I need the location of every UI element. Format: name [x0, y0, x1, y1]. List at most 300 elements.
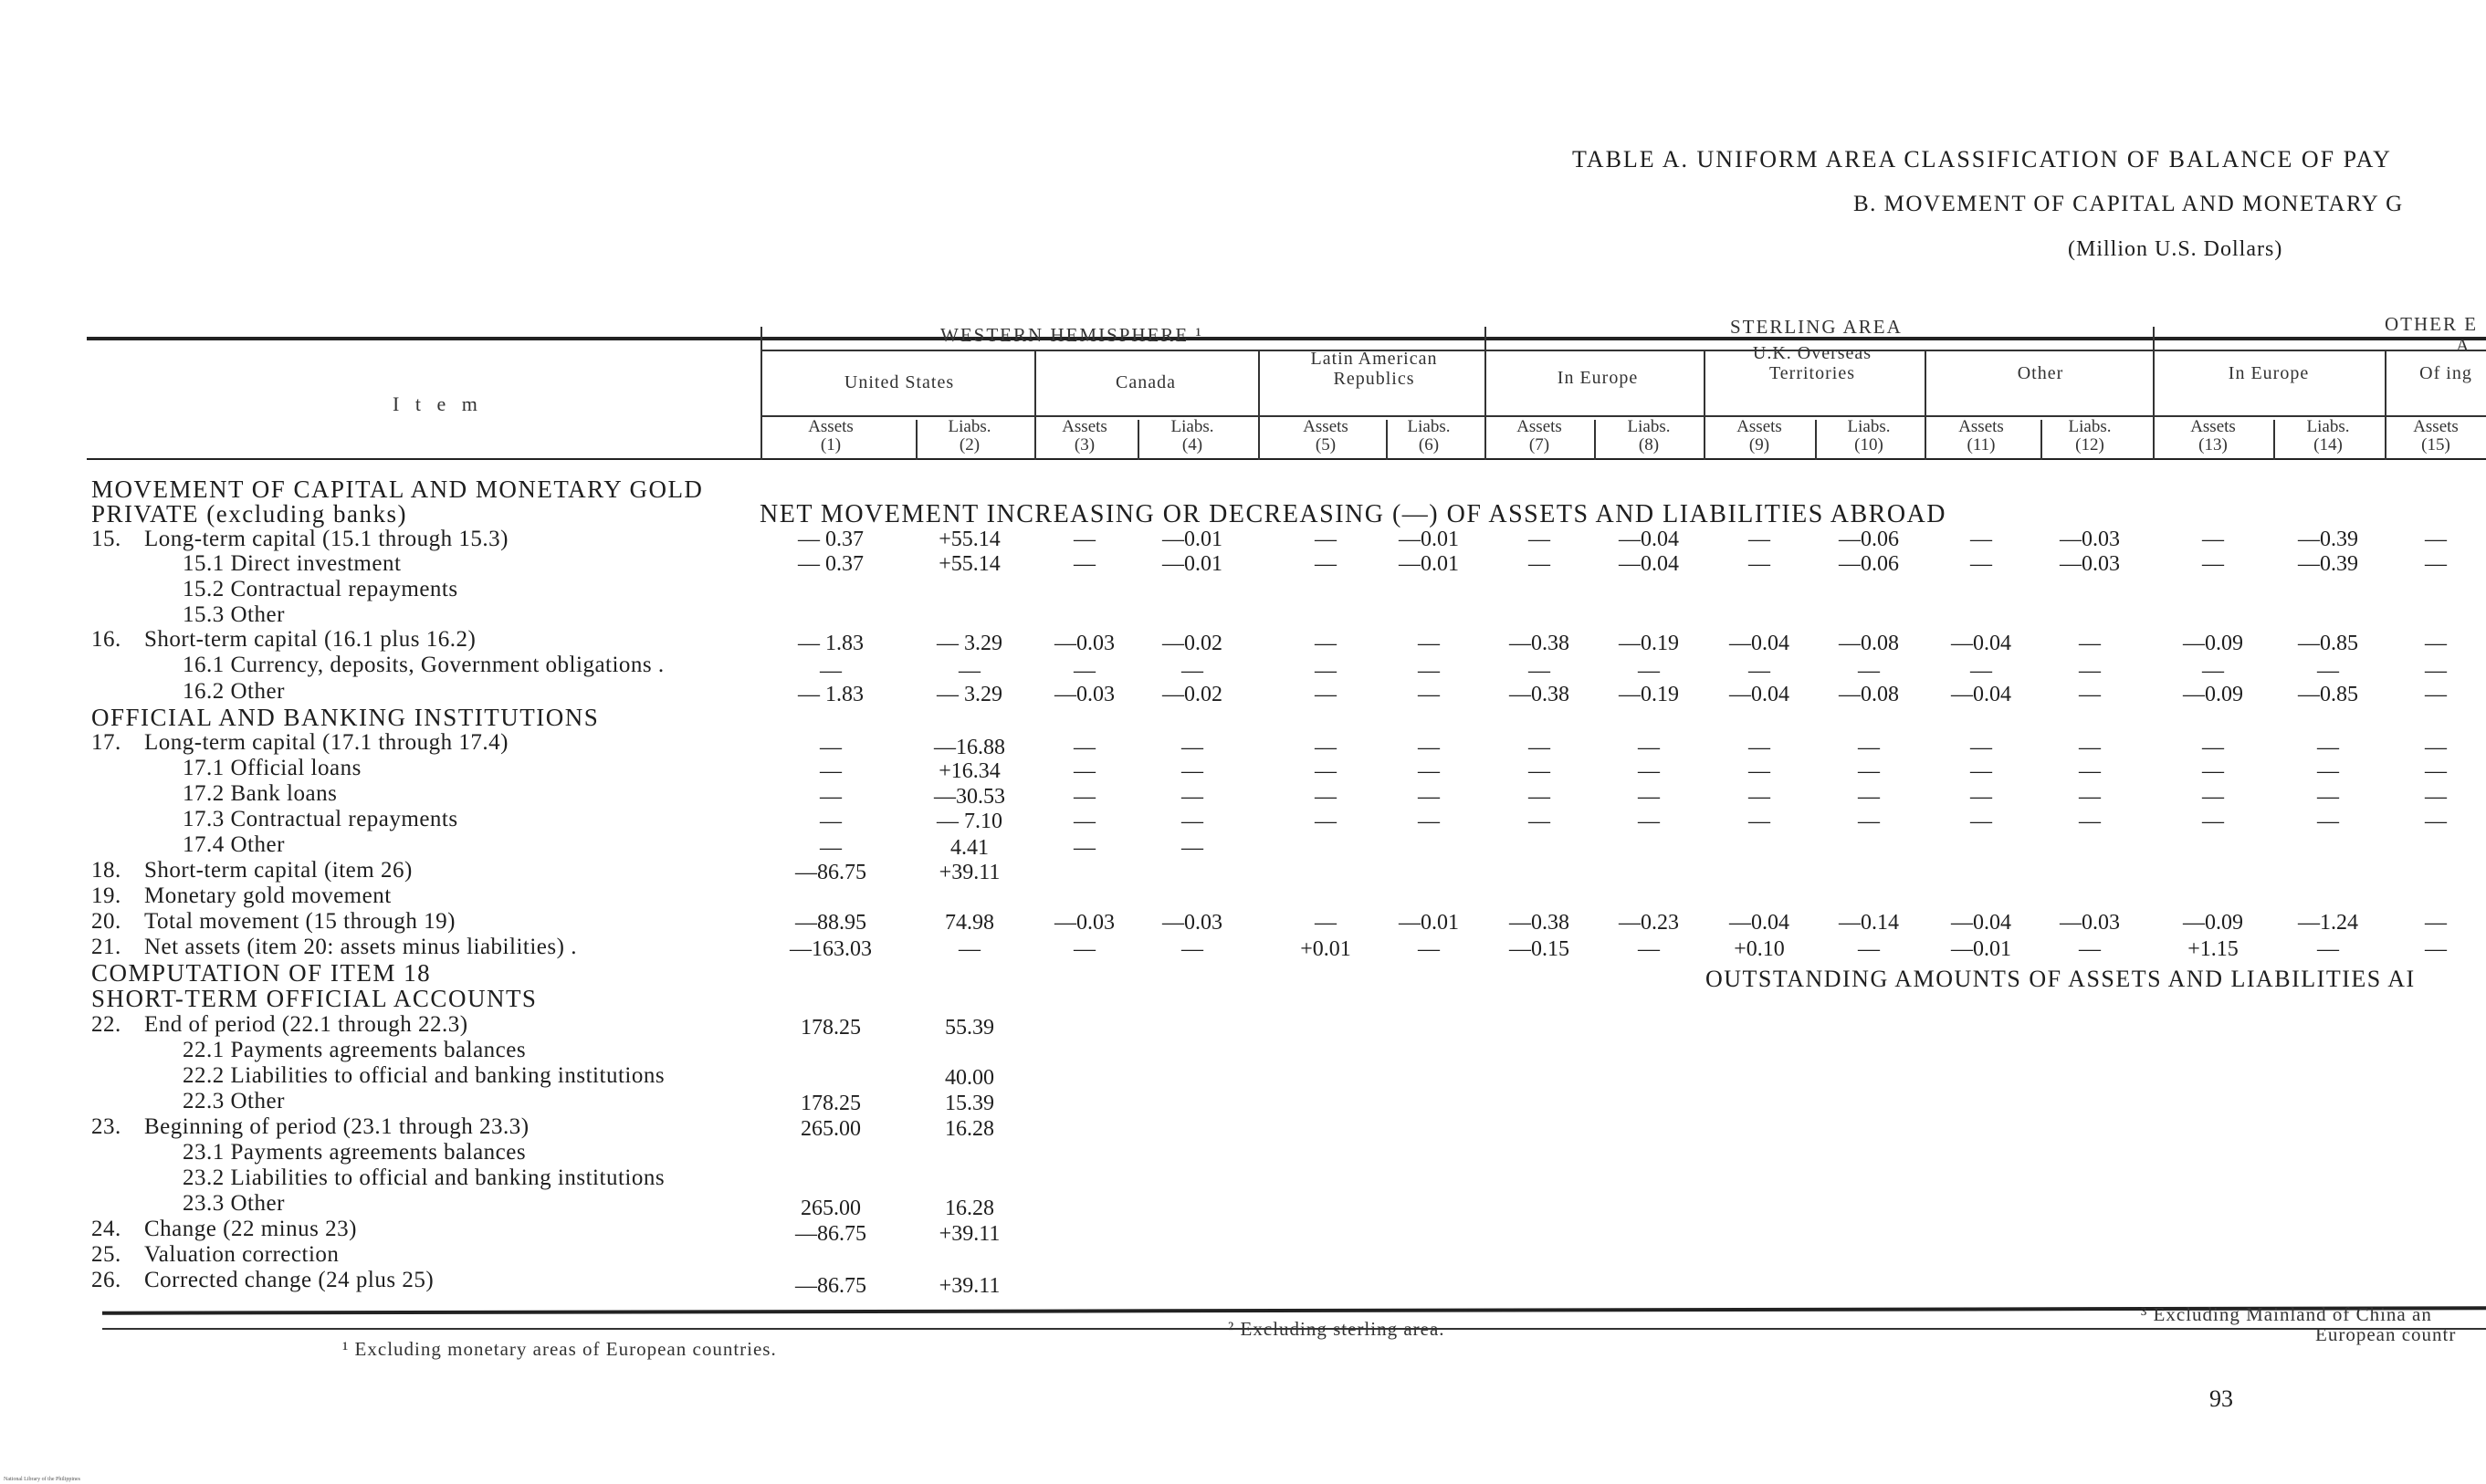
table-cell: —	[1638, 759, 1660, 783]
row-label	[91, 653, 665, 677]
column-header-kind: Assets	[2413, 417, 2459, 436]
column-header-number: (1)	[820, 435, 842, 455]
column-header-number: (6)	[1418, 435, 1440, 455]
column-header-kind: Assets	[1736, 417, 1782, 436]
table-cell: —	[1970, 528, 1992, 551]
header-uk-overseas-territories: U.K. Overseas Territories	[1752, 343, 1872, 383]
table-cell: —0.02	[1162, 683, 1222, 706]
table-cell: —	[1638, 937, 1660, 961]
table-cell: —	[1315, 528, 1337, 551]
vline	[916, 420, 918, 460]
table-cell: — 1.83	[798, 683, 864, 706]
row-label: PRIVATE (excluding banks)	[91, 500, 407, 528]
table-cell: —	[1418, 937, 1440, 961]
table-cell: —	[1418, 785, 1440, 809]
vline	[1034, 350, 1036, 460]
table-cell: — 7.10	[937, 810, 1002, 833]
table-cell: —	[2079, 683, 2101, 706]
row-number: 20.	[91, 909, 121, 934]
row-number: 15.	[91, 527, 121, 551]
vline	[760, 327, 762, 460]
table-cell: —0.38	[1509, 911, 1569, 935]
row-text: 22.1 Payments agreements balances	[183, 1038, 527, 1062]
table-cell: —	[1528, 736, 1550, 759]
row-label: MOVEMENT OF CAPITAL AND MONETARY GOLD	[91, 476, 704, 503]
column-header-10	[1823, 418, 1914, 455]
row-number: 19.	[91, 883, 121, 908]
table-cell: —0.01	[1162, 528, 1222, 551]
table-cell: —	[2425, 552, 2447, 576]
table-cell: —0.39	[2298, 528, 2358, 551]
table-cell: —	[2202, 810, 2224, 833]
row-label	[91, 603, 285, 627]
table-cell: —	[1074, 528, 1096, 551]
table-cell: 16.28	[945, 1117, 994, 1141]
table-cell: —	[2079, 810, 2101, 833]
table-cell: —	[2079, 937, 2101, 961]
table-cell: —	[1315, 736, 1337, 759]
row-number: 21.	[91, 935, 121, 959]
table-cell: —0.04	[1951, 911, 2011, 935]
table-cell: —0.01	[1162, 552, 1222, 576]
table-cell: —	[1748, 785, 1770, 809]
table-cell: —	[2079, 632, 2101, 655]
table-cell: —	[2317, 736, 2339, 759]
table-cell: —86.75	[795, 1222, 866, 1246]
column-header-7	[1494, 418, 1585, 455]
table-cell: —	[1528, 528, 1550, 551]
header-latin-american-republics: Latin American Republics	[1310, 349, 1438, 389]
row-text: 15.2 Contractual repayments	[183, 577, 458, 601]
row-label: SHORT-TERM OFFICIAL ACCOUNTS	[91, 985, 538, 1012]
group-sterling-area: STERLING AREA	[1730, 316, 1903, 338]
header-bottom-rule	[87, 458, 2486, 460]
row-label: OFFICIAL AND BANKING INSTITUTIONS	[91, 704, 600, 731]
table-cell: —	[1315, 810, 1337, 833]
table-cell: — 0.37	[798, 528, 864, 551]
header-in-europe-other: In Europe	[2228, 363, 2310, 383]
row-text: Corrected change (24 plus 25)	[144, 1268, 435, 1292]
vline	[2040, 420, 2042, 460]
table-cell: —	[2079, 785, 2101, 809]
table-cell: 265.00	[801, 1117, 861, 1141]
table-cell: —	[1638, 736, 1660, 759]
table-cell: +0.10	[1734, 937, 1785, 961]
table-cell: —88.95	[795, 911, 866, 935]
section-outstanding: OUTSTANDING AMOUNTS OF ASSETS AND LIABILITIES AI	[1705, 966, 2416, 992]
table-cell: —0.01	[1399, 552, 1459, 576]
row-number: 17.	[91, 730, 121, 755]
table-cell: —	[959, 937, 981, 961]
table-cell: —	[820, 659, 842, 683]
table-cell: —	[1748, 736, 1770, 759]
table-cell: —	[2079, 759, 2101, 783]
column-header-kind: Assets	[1958, 417, 2004, 436]
column-header-number: (10)	[1854, 435, 1883, 455]
row-text: 15.1 Direct investment	[183, 551, 402, 576]
table-cell: —0.03	[2060, 552, 2120, 576]
column-header-14	[2282, 418, 2374, 455]
table-subtitle: B. MOVEMENT OF CAPITAL AND MONETARY G	[1853, 192, 2404, 216]
table-cell: —	[1528, 759, 1550, 783]
row-number: 18.	[91, 858, 121, 883]
table-cell: 178.25	[801, 1016, 861, 1040]
table-cell: —	[1748, 659, 1770, 683]
row-text: Long-term capital (17.1 through 17.4)	[144, 730, 509, 755]
table-cell: —	[2202, 659, 2224, 683]
table-cell: —86.75	[795, 861, 866, 884]
table-cell: —	[1418, 659, 1440, 683]
column-header-number: (8)	[1638, 435, 1660, 455]
vline	[1594, 420, 1596, 460]
table-cell: — 3.29	[937, 683, 1002, 706]
table-cell: —0.23	[1619, 911, 1679, 935]
table-cell: —0.19	[1619, 683, 1679, 706]
column-header-kind: Liabs.	[2068, 417, 2112, 436]
row-text: 15.3 Other	[183, 602, 285, 627]
table-cell: —	[820, 810, 842, 833]
table-cell: —	[1748, 810, 1770, 833]
table-cell: —	[1418, 736, 1440, 759]
table-cell: —	[1181, 785, 1203, 809]
table-cell: —	[1418, 759, 1440, 783]
table-cell: —	[959, 659, 981, 683]
table-cell: —	[1858, 937, 1880, 961]
column-header-11	[1935, 418, 2027, 455]
table-cell: —	[1638, 810, 1660, 833]
table-cell: 4.41	[950, 836, 989, 860]
table-cell: —	[1970, 810, 1992, 833]
table-cell: —0.03	[1054, 683, 1115, 706]
table-cell: —0.08	[1839, 632, 1899, 655]
table-cell: —0.01	[1399, 911, 1459, 935]
table-cell: —0.85	[2298, 683, 2358, 706]
table-cell: —	[2425, 528, 2447, 551]
table-cell: +0.01	[1300, 937, 1351, 961]
row-text: Beginning of period (23.1 through 23.3)	[144, 1114, 530, 1139]
table-cell: —	[2425, 659, 2447, 683]
row-label	[91, 1192, 285, 1216]
table-cell: —0.03	[1054, 911, 1115, 935]
row-number: 26.	[91, 1268, 121, 1292]
header-other-sterling: Other	[2017, 363, 2064, 383]
table-cell: —	[1181, 836, 1203, 860]
row-text: 16.2 Other	[183, 679, 285, 704]
group-sub-a: A	[2456, 336, 2470, 356]
table-cell: —	[1074, 552, 1096, 576]
table-cell: —	[1181, 759, 1203, 783]
row-label	[91, 833, 285, 857]
row-label	[91, 935, 577, 959]
table-cell: —	[820, 736, 842, 759]
column-header-kind: Liabs.	[1407, 417, 1451, 436]
table-cell: —0.03	[2060, 911, 2120, 935]
table-cell: 16.28	[945, 1197, 994, 1220]
table-cell: —	[2317, 937, 2339, 961]
column-header-5	[1280, 418, 1371, 455]
table-cell: +1.15	[2187, 937, 2239, 961]
table-cell: —0.02	[1162, 632, 1222, 655]
row-text: 23.2 Liabilities to official and banking institutions	[183, 1165, 666, 1190]
table-cell: —0.04	[1619, 528, 1679, 551]
column-header-13	[2167, 418, 2259, 455]
vline	[1484, 327, 1486, 460]
table-cell: —	[2317, 659, 2339, 683]
row-text: 22.2 Liabilities to official and banking institutions	[183, 1063, 666, 1088]
table-cell: —	[1418, 632, 1440, 655]
group-rule	[760, 350, 2486, 351]
table-title: TABLE A. UNIFORM AREA CLASSIFICATION OF BALANCE OF PAY	[1572, 146, 2392, 172]
top-rule	[87, 337, 2486, 340]
table-cell: — 3.29	[937, 632, 1002, 655]
table-cell: 55.39	[945, 1016, 994, 1040]
row-label	[91, 628, 476, 652]
row-label	[91, 731, 509, 755]
row-number: 24.	[91, 1217, 121, 1241]
column-header-9	[1714, 418, 1805, 455]
table-cell: —	[1638, 659, 1660, 683]
row-label	[91, 782, 337, 806]
row-text: Valuation correction	[144, 1242, 340, 1267]
table-cell: —	[1528, 552, 1550, 576]
table-cell: —	[1074, 736, 1096, 759]
table-cell: —	[1970, 759, 1992, 783]
table-cell: —	[1181, 659, 1203, 683]
table-cell: —	[2425, 683, 2447, 706]
table-cell: —	[1418, 810, 1440, 833]
row-label	[91, 1218, 357, 1241]
table-cell: 74.98	[945, 911, 994, 935]
table-cell: —	[1970, 552, 1992, 576]
table-cell: —0.04	[1729, 911, 1789, 935]
row-text: Total movement (15 through 19)	[144, 909, 456, 934]
table-cell: —0.04	[1729, 632, 1789, 655]
table-cell: —	[1528, 810, 1550, 833]
row-label	[91, 1269, 434, 1292]
column-header-15	[2390, 418, 2481, 455]
table-cell: —	[1858, 810, 1880, 833]
table-cell: —	[2425, 759, 2447, 783]
row-label	[91, 757, 362, 780]
row-text: Long-term capital (15.1 through 15.3)	[144, 527, 509, 551]
page-number: 93	[2209, 1385, 2233, 1412]
row-label	[91, 552, 401, 576]
row-label	[91, 578, 458, 601]
column-header-number: (13)	[2198, 435, 2228, 455]
table-cell: 40.00	[945, 1066, 994, 1090]
column-header-number: (3)	[1074, 435, 1096, 455]
table-cell: —	[2202, 759, 2224, 783]
row-label	[91, 808, 458, 831]
table-cell: —	[2425, 937, 2447, 961]
table-cell: +39.11	[939, 1222, 1001, 1246]
table-cell: —	[1315, 659, 1337, 683]
table-cell: —30.53	[934, 785, 1005, 809]
column-header-1	[785, 418, 876, 455]
vline	[1815, 420, 1817, 460]
row-label	[91, 1039, 526, 1062]
table-cell: —	[1970, 736, 1992, 759]
footnote-3b: European countr	[2315, 1323, 2457, 1345]
row-text: 17.3 Contractual repayments	[183, 807, 458, 831]
table-cell: +55.14	[939, 552, 1001, 576]
table-cell: — 0.37	[798, 552, 864, 576]
header-united-states: United States	[844, 372, 955, 392]
table-cell: —0.04	[1619, 552, 1679, 576]
footnote-3a: ³ Excluding Mainland of China an	[2141, 1303, 2432, 1325]
column-header-6	[1383, 418, 1474, 455]
table-cell: —	[1858, 759, 1880, 783]
column-header-kind: Liabs.	[2306, 417, 2350, 436]
table-cell: —	[1748, 759, 1770, 783]
row-text: 17.1 Official loans	[183, 756, 362, 780]
table-cell: —	[2425, 632, 2447, 655]
column-header-number: (9)	[1748, 435, 1770, 455]
table-cell: —	[1418, 683, 1440, 706]
row-text: 23.3 Other	[183, 1191, 285, 1216]
table-cell: —0.04	[1951, 632, 2011, 655]
column-header-12	[2044, 418, 2135, 455]
table-cell: —	[1748, 528, 1770, 551]
row-text: 23.1 Payments agreements balances	[183, 1140, 527, 1165]
table-cell: —	[1074, 836, 1096, 860]
table-cell: —163.03	[790, 937, 872, 961]
header-canada: Canada	[1116, 372, 1176, 392]
column-header-number: (4)	[1181, 435, 1203, 455]
vline	[1138, 420, 1139, 460]
table-cell: —	[2317, 759, 2339, 783]
column-header-kind: Liabs.	[1170, 417, 1214, 436]
column-header-kind: Liabs.	[1847, 417, 1891, 436]
table-cell: —0.85	[2298, 632, 2358, 655]
table-cell: —	[1181, 810, 1203, 833]
table-cell: +55.14	[939, 528, 1001, 551]
table-cell: —	[1074, 937, 1096, 961]
table-cell: —	[1315, 683, 1337, 706]
row-label	[91, 884, 392, 908]
section-net-movement: NET MOVEMENT INCREASING OR DECREASING (—) OF ASSETS AND LIABILITIES ABROAD	[760, 500, 1947, 528]
table-cell: —0.08	[1839, 683, 1899, 706]
row-label	[91, 1090, 285, 1113]
column-header-number: (2)	[959, 435, 981, 455]
row-label	[91, 859, 413, 883]
vline	[1258, 350, 1260, 460]
row-label	[91, 680, 285, 704]
table-cell: —0.19	[1619, 632, 1679, 655]
footnote-1: ¹ Excluding monetary areas of European countries.	[342, 1338, 777, 1360]
table-cell: —	[2079, 659, 2101, 683]
column-header-kind: Assets	[808, 417, 854, 436]
row-label	[91, 1166, 665, 1190]
table-cell: —	[1181, 736, 1203, 759]
column-header-kind: Assets	[1303, 417, 1348, 436]
table-cell: +39.11	[939, 861, 1001, 884]
row-number: 22.	[91, 1012, 121, 1037]
column-header-3	[1039, 418, 1130, 455]
vline	[2153, 327, 2155, 460]
item-column-header: I t e m	[393, 392, 483, 415]
table-cell: —0.03	[1162, 911, 1222, 935]
column-header-kind: Assets	[1062, 417, 1107, 436]
table-cell: —0.14	[1839, 911, 1899, 935]
row-label	[91, 528, 509, 551]
row-text: 17.4 Other	[183, 832, 285, 857]
table-cell: —0.39	[2298, 552, 2358, 576]
column-header-number: (7)	[1528, 435, 1550, 455]
row-label	[91, 1243, 339, 1267]
row-text: Short-term capital (16.1 plus 16.2)	[144, 627, 477, 652]
column-header-number: (5)	[1315, 435, 1337, 455]
table-cell: — 1.83	[798, 632, 864, 655]
vline	[1925, 350, 1926, 460]
vline	[2273, 420, 2275, 460]
table-cell: —	[1970, 785, 1992, 809]
table-cell: —	[2202, 785, 2224, 809]
row-text: 17.2 Bank loans	[183, 781, 338, 806]
table-cell: —0.15	[1509, 937, 1569, 961]
table-cell: —0.01	[1399, 528, 1459, 551]
column-header-number: (12)	[2075, 435, 2104, 455]
column-header-kind: Assets	[1516, 417, 1562, 436]
table-cell: —	[2425, 810, 2447, 833]
table-cell: —	[1074, 810, 1096, 833]
row-number: 23.	[91, 1114, 121, 1139]
table-cell: —0.04	[1729, 683, 1789, 706]
header-offing: Of ing	[2419, 363, 2472, 383]
table-cell: 265.00	[801, 1197, 861, 1220]
table-cell: +39.11	[939, 1274, 1001, 1298]
table-cell: —	[1315, 552, 1337, 576]
table-cell: —	[1748, 552, 1770, 576]
table-cell: —	[1074, 759, 1096, 783]
row-label	[91, 1115, 530, 1139]
table-cell: 15.39	[945, 1092, 994, 1115]
table-cell: —	[1528, 659, 1550, 683]
table-cell: —	[820, 759, 842, 783]
table-cell: —	[1315, 759, 1337, 783]
row-text: Short-term capital (item 26)	[144, 858, 413, 883]
column-header-8	[1603, 418, 1694, 455]
column-header-2	[924, 418, 1015, 455]
table-cell: —86.75	[795, 1274, 866, 1298]
table-cell: —	[2202, 528, 2224, 551]
vline	[2385, 350, 2386, 460]
row-text: 22.3 Other	[183, 1089, 285, 1113]
row-label: COMPUTATION OF ITEM 18	[91, 959, 432, 987]
table-cell: —	[2079, 736, 2101, 759]
table-cell: +16.34	[939, 759, 1001, 783]
table-cell: —0.06	[1839, 528, 1899, 551]
table-cell: —	[1638, 785, 1660, 809]
table-cell: —	[1858, 659, 1880, 683]
scan-credit: National Library of the Philippines	[4, 1477, 80, 1482]
row-label	[91, 1141, 526, 1165]
vline	[1704, 350, 1705, 460]
table-cell: —	[2425, 736, 2447, 759]
column-header-kind: Liabs.	[948, 417, 991, 436]
table-units: (Million U.S. Dollars)	[2068, 237, 2283, 261]
table-cell: —0.06	[1839, 552, 1899, 576]
table-cell: —	[1858, 736, 1880, 759]
table-cell: —	[2425, 911, 2447, 935]
column-header-number: (11)	[1967, 435, 1996, 455]
row-text: Net assets (item 20: assets minus liabilities) .	[144, 935, 577, 959]
column-header-number: (15)	[2421, 435, 2450, 455]
table-cell: —0.01	[1951, 937, 2011, 961]
column-header-kind: Assets	[2190, 417, 2236, 436]
table-cell: —	[1074, 659, 1096, 683]
column-header-number: (14)	[2313, 435, 2343, 455]
